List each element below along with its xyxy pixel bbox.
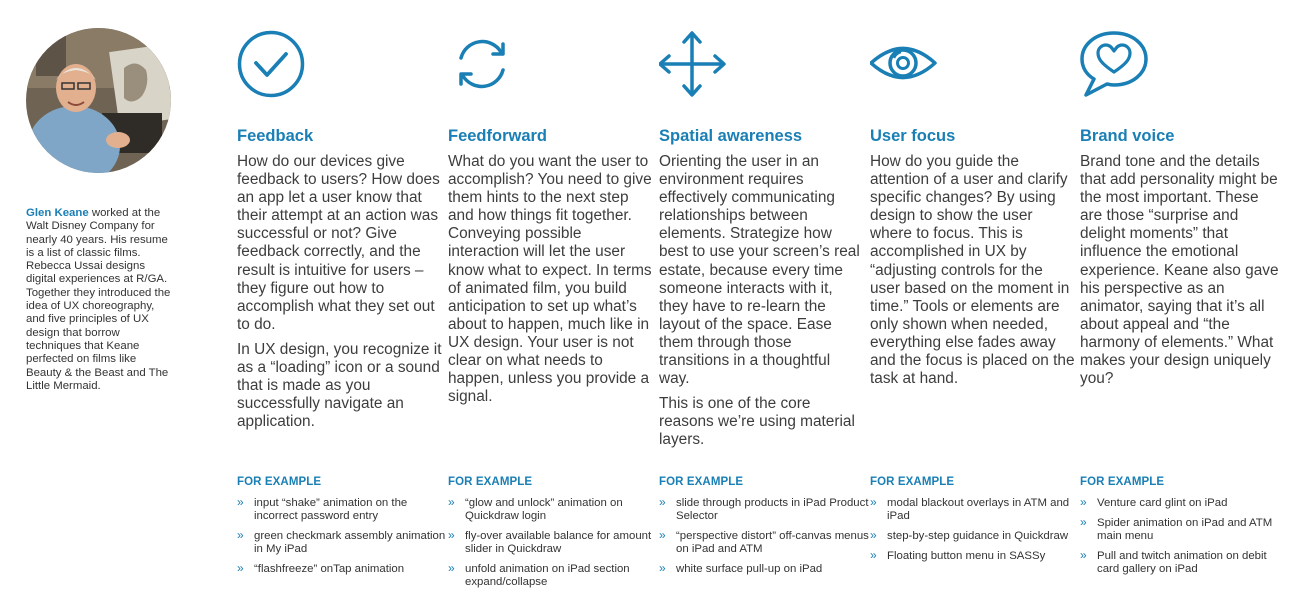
move-arrows-icon xyxy=(659,30,864,100)
principle-description xyxy=(1080,153,1285,388)
principle-title: Feedforward xyxy=(448,127,548,145)
principle-paragraph: This is one of the core reasons we’re using material layers. xyxy=(659,395,855,449)
example-text: fly-over available balance for amount slider in Quickdraw xyxy=(465,529,652,556)
eye-icon xyxy=(870,30,1075,100)
principle-description xyxy=(448,153,653,406)
principle-paragraph: How do our devices give feedback to users? How does an app let a user know that their attempt at an action was successful or not? Give feedback correctly, and the result is intuitive for users – they figure out how to accomplish what they set out to do. xyxy=(237,153,440,333)
bullet-icon: » xyxy=(659,560,666,575)
heart-speech-bubble-icon xyxy=(1080,30,1285,100)
bullet-icon: » xyxy=(659,527,666,542)
principle-paragraph: What do you want the user to accomplish? You need to give them hints to the next step and how things fit together. Conveying possible interaction will let the user know what to expect. In terms of animated film, you build anticipation to set up what’s about to happen, much like in UX design. Your user is not clear on what needs to happen, unless you provide a signal. xyxy=(448,153,652,406)
principle-paragraph: In UX design, you recognize it as a “loading” icon or a sound that is made as you successfully navigate an application. xyxy=(237,340,442,431)
example-text: step-by-step guidance in Quickdraw xyxy=(887,529,1069,542)
example-item xyxy=(448,497,658,523)
example-item xyxy=(448,527,658,556)
example-item xyxy=(659,527,869,556)
example-text: green checkmark assembly animation in My iPad xyxy=(254,529,446,556)
bullet-icon: » xyxy=(1080,514,1087,529)
example-list xyxy=(448,497,658,596)
bullet-icon: » xyxy=(448,495,455,509)
bullet-icon: » xyxy=(1080,547,1087,562)
example-item xyxy=(237,560,447,576)
bullet-icon: » xyxy=(448,527,455,542)
example-text: modal blackout overlays in ATM and iPad xyxy=(887,497,1070,523)
bullet-icon: » xyxy=(237,495,244,509)
refresh-arrows-icon xyxy=(448,30,653,100)
example-list xyxy=(1080,497,1290,583)
principle-description xyxy=(659,153,864,450)
example-item xyxy=(1080,547,1290,576)
principle-feedback xyxy=(237,30,446,575)
bullet-icon: » xyxy=(659,495,666,509)
example-item xyxy=(659,560,869,576)
example-list xyxy=(870,497,1080,569)
example-text: unfold animation on iPad section expand/collapse xyxy=(465,562,630,589)
example-item xyxy=(1080,497,1290,510)
bullet-icon: » xyxy=(870,547,877,562)
example-text: “flashfreeze” onTap animation xyxy=(254,562,405,575)
principle-description xyxy=(870,153,1075,388)
bullet-icon: » xyxy=(870,495,877,509)
example-item xyxy=(237,527,447,556)
example-item xyxy=(1080,514,1290,543)
example-text: slide through products in iPad Product Selector xyxy=(676,497,869,523)
checkmark-circle-icon xyxy=(237,30,442,100)
principle-spatial-awareness xyxy=(659,30,869,575)
principle-title: Feedback xyxy=(237,127,314,145)
principle-paragraph: How do you guide the attention of a user and clarify specific changes? By using design to show the user where to focus. This is accomplished in UX by “adjusting controls for the user based on the moment in time.” Tools or elements are only shown when needed, everything else fades away and the focus is placed on the task at hand. xyxy=(870,153,1075,388)
example-text: Pull and twitch animation on debit card gallery on iPad xyxy=(1097,549,1267,575)
example-item xyxy=(659,497,869,523)
principle-title: Spatial awareness xyxy=(659,127,803,145)
example-text: input “shake” animation on the incorrect password entry xyxy=(254,497,408,523)
for-example-label: FOR EXAMPLE xyxy=(448,476,533,488)
example-text: Venture card glint on iPad xyxy=(1097,497,1228,509)
example-text: white surface pull-up on iPad xyxy=(676,562,823,575)
example-item xyxy=(237,497,447,523)
bullet-icon: » xyxy=(237,560,244,575)
example-text: Spider animation on iPad and ATM main menu xyxy=(1097,516,1273,542)
author-bio xyxy=(26,207,174,393)
principle-paragraph: Brand tone and the details that add personality might be the most important. These are those “surprise and delight moments” that influence the emotional experience. Keane also gave his perspective as an animator, saying that it’s all about appeal and “the harmony of elements.” What makes your design uniquely you? xyxy=(1080,153,1279,388)
author-name: Glen Keane xyxy=(26,207,89,219)
example-text: “perspective distort” off-canvas menus on iPad and ATM xyxy=(676,529,869,556)
example-item xyxy=(870,497,1080,523)
author-bio-text: worked at the Walt Disney Company for nearly 40 years. His resume is a list of classic films. Rebecca Ussai designs digital experiences at R/GA. Together they introduced the idea of UX choreography, and five principles of UX design that borrow techniques that Keane perfected on films like Beauty & the Beast and The Little Mermaid. xyxy=(26,207,171,392)
principle-description xyxy=(237,153,442,431)
principle-title: User focus xyxy=(870,127,956,145)
principle-user-focus xyxy=(870,30,1075,562)
example-text: “glow and unlock” animation on Quickdraw login xyxy=(465,497,623,523)
author-sidebar xyxy=(26,28,174,393)
principle-paragraph: Orienting the user in an environment requires effectively communicating relationships between elements. Strategize how best to use your screen’s real estate, because every time someone interacts with it, they have to re-learn the layout of the space. Ease them through those transitions in a thoughtful way. xyxy=(659,153,860,388)
example-text: Floating button menu in SASSy xyxy=(887,549,1046,562)
for-example-label: FOR EXAMPLE xyxy=(237,476,322,488)
example-item xyxy=(870,527,1080,543)
principle-title: Brand voice xyxy=(1080,127,1175,145)
bullet-icon: » xyxy=(237,527,244,542)
bullet-icon: » xyxy=(870,527,877,542)
principle-brand-voice xyxy=(1080,30,1285,575)
for-example-label: FOR EXAMPLE xyxy=(870,476,955,488)
author-photo xyxy=(26,28,171,173)
for-example-label: FOR EXAMPLE xyxy=(659,476,744,488)
bullet-icon: » xyxy=(1080,495,1087,509)
example-item xyxy=(870,547,1080,563)
for-example-label: FOR EXAMPLE xyxy=(1080,476,1165,488)
example-list xyxy=(237,497,447,583)
example-list xyxy=(659,497,869,583)
principle-feedforward xyxy=(448,30,653,589)
bullet-icon: » xyxy=(448,560,455,575)
example-item xyxy=(448,560,658,589)
